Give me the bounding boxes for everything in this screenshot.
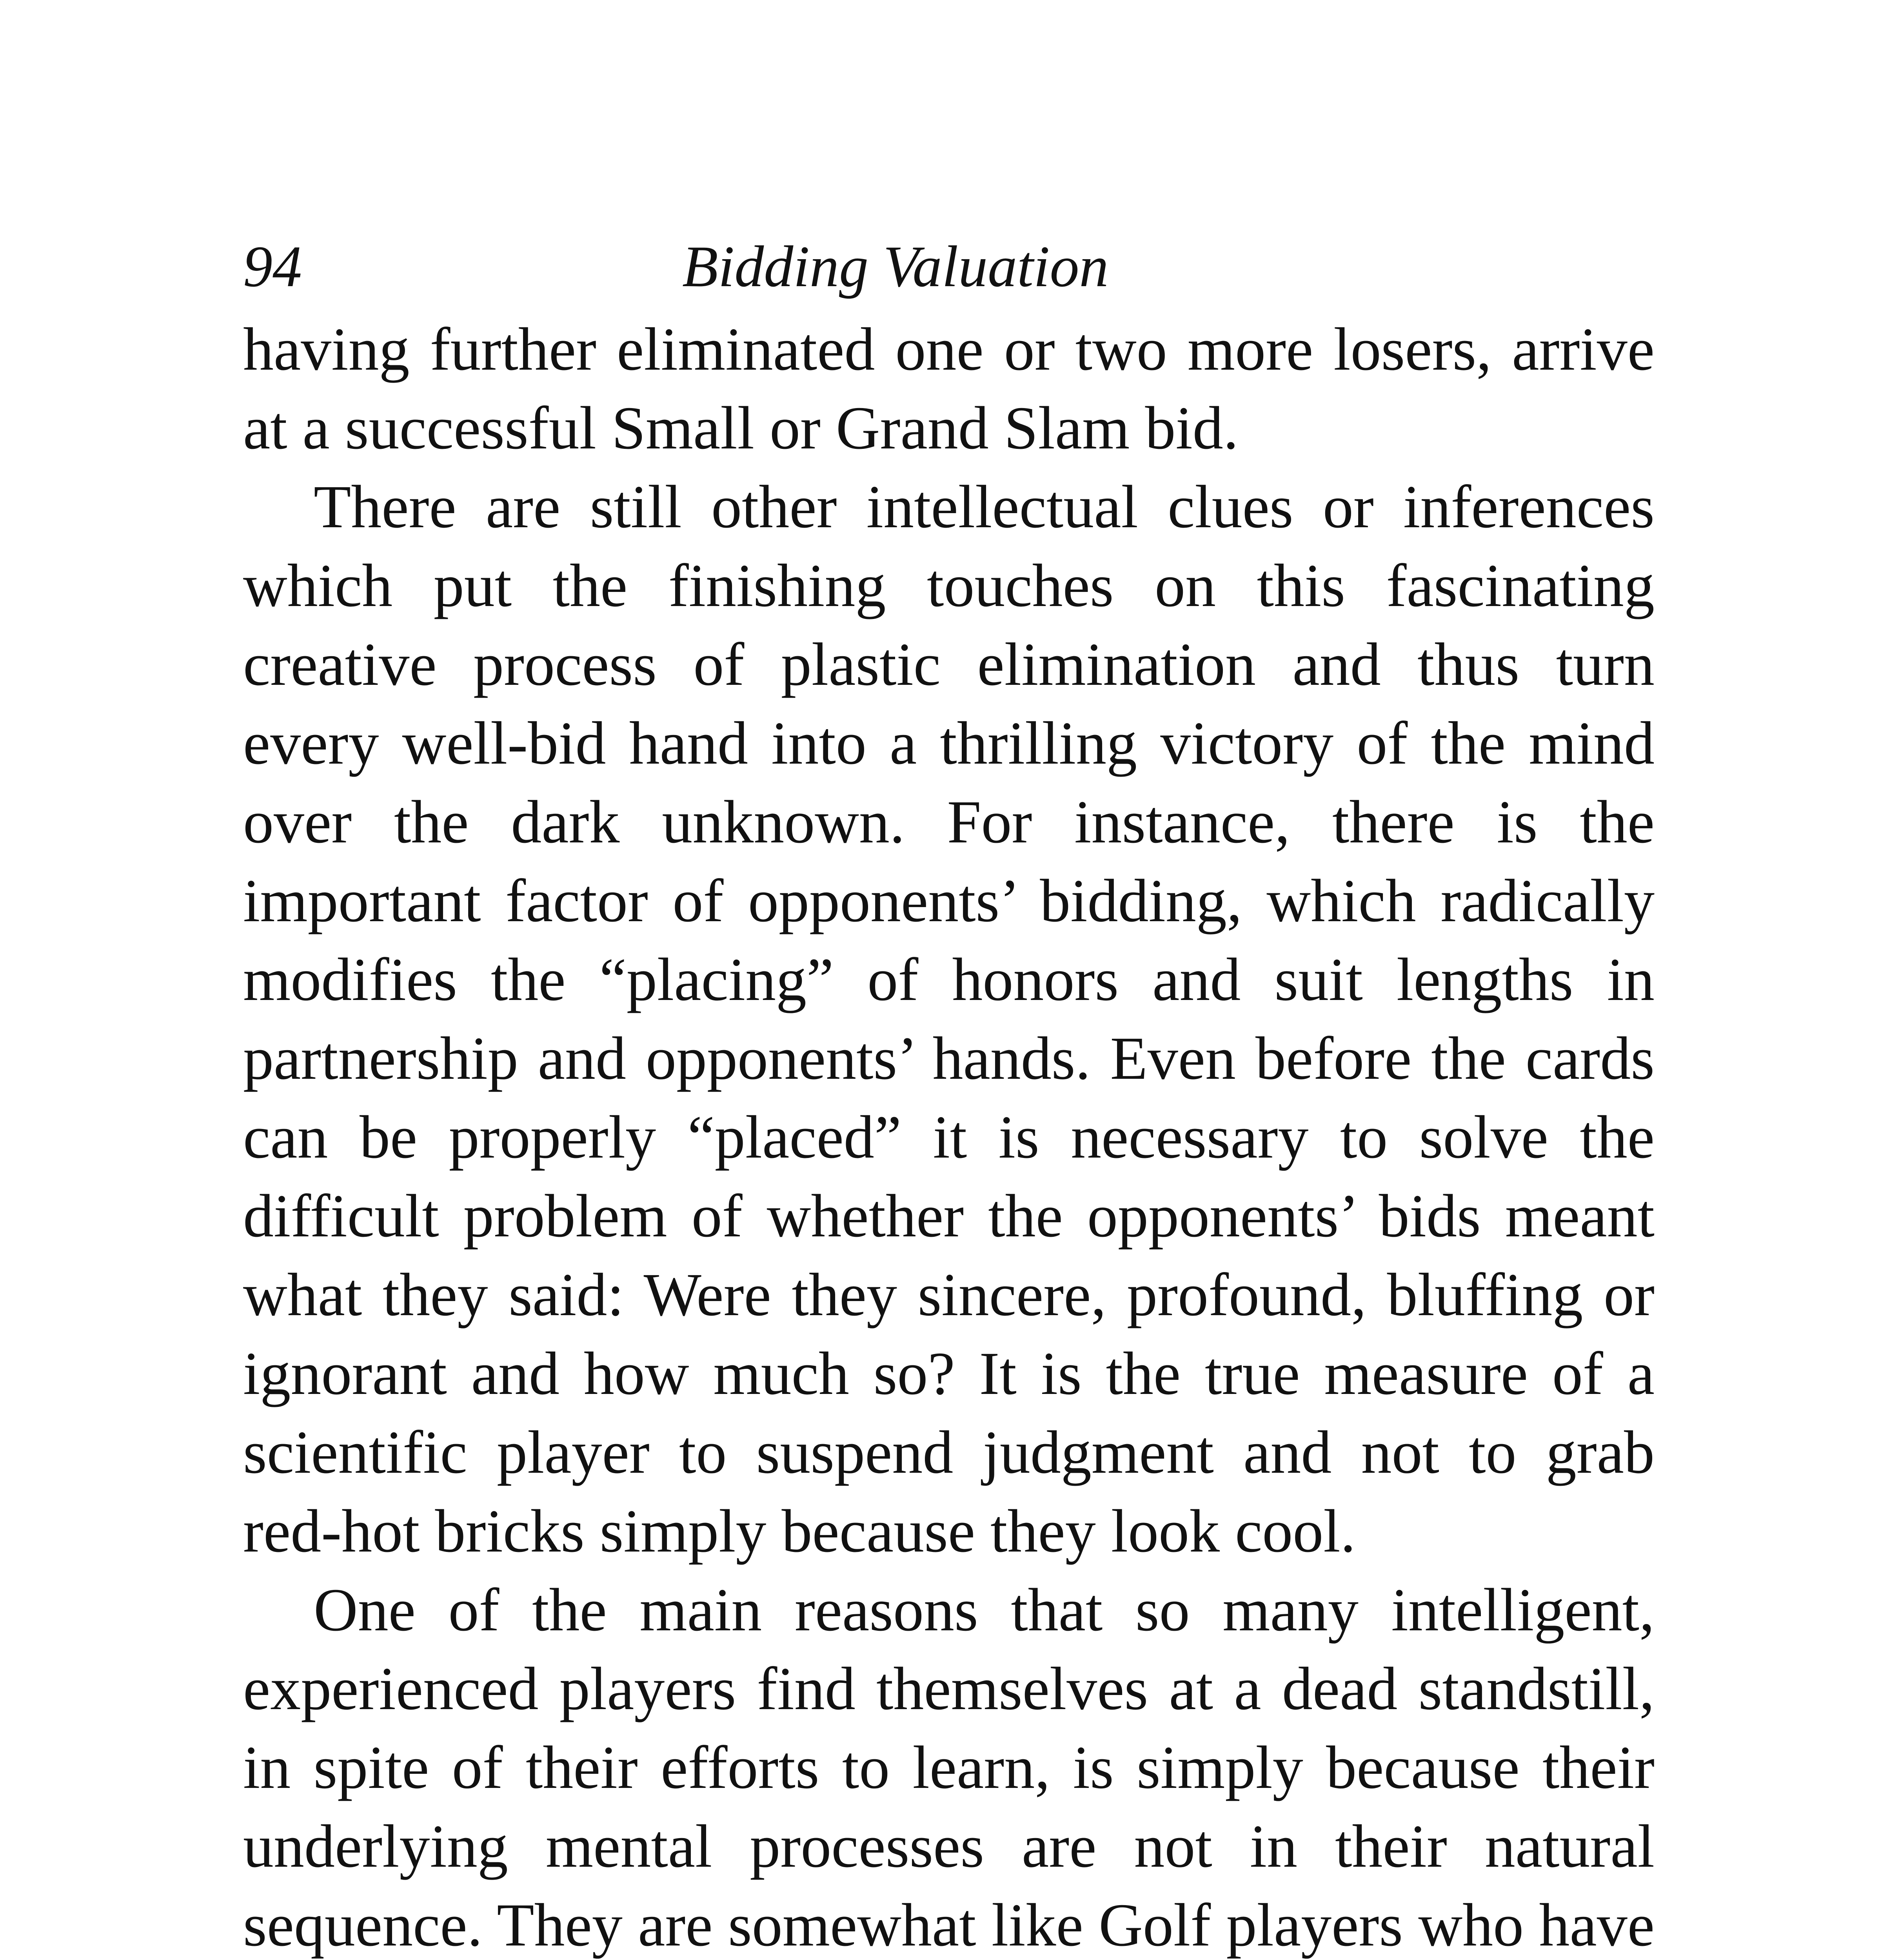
page-number: 94: [243, 234, 302, 299]
running-head: Bidding Valuation: [682, 234, 1109, 299]
page-header: [243, 227, 1655, 306]
paragraph-continuation: having further eliminated one or two more losers, arrive at a successful Small or Grand Slam bid.: [243, 315, 1655, 462]
paragraph: One of the main reasons that so many intelligent, experienced players find themselves at a dead standstill, in spite of their efforts to learn, is simply because their underlying mental processes are not in their natural sequence. They are somewhat like Golf players who have: [243, 1576, 1655, 1959]
paragraph: There are still other intellectual clues or inferences which put the finishing touches on this fascinating creative process of plastic elimination and thus turn every well-bid hand into a thrilling victory of the mind over the dark unknown. For instance, there is the important factor of opponents’ bidding, which radically modifies the “placing” of honors and suit lengths in partnership and opponents’ hands. Even before the cards can be properly “placed” it is necessary to solve the difficult problem of whether the opponents’ bids meant what they said: Were they sincere, profound, bluffing or ignorant and how much so? It is the true measure of a scientific player to suspend judgment and not to grab red-hot bricks simply because they look cool.: [243, 473, 1655, 1565]
body-text: [243, 310, 1655, 1960]
